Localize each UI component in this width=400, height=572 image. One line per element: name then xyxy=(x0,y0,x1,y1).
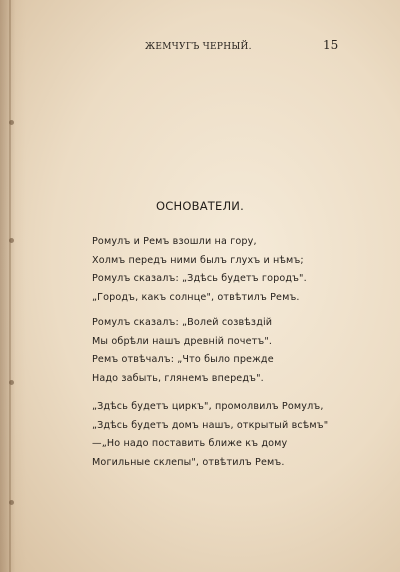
verse-line: Надо забыть, глянемъ впередъ". xyxy=(92,372,264,384)
verse-line: Ромулъ сказалъ: „Волей созвѣздій xyxy=(92,317,273,328)
verse-line: Могильные склепы", отвѣтилъ Ремъ. xyxy=(92,456,285,468)
verse-line: Ремъ отвѣчалъ: „Что было прежде xyxy=(92,354,274,365)
verse-line: „Городъ, какъ солнце", отвѣтилъ Ремъ. xyxy=(92,291,300,303)
verse-line: Ромулъ и Ремъ взошли на гору, xyxy=(92,236,257,247)
verse-line: Ромулъ сказалъ: „Здѣсь будетъ городъ". xyxy=(92,273,307,284)
poem-title: ОСНОВАТЕЛИ. xyxy=(156,199,244,213)
stitch-hole xyxy=(9,500,14,505)
running-head: ЖЕМЧУГЪ ЧЕРНЫЙ. xyxy=(145,42,252,52)
stitch-hole xyxy=(9,380,14,385)
binding-shadow xyxy=(0,0,26,572)
stanza xyxy=(92,314,274,388)
stitch-hole xyxy=(9,238,14,243)
page-number: 15 xyxy=(323,38,339,52)
stanza xyxy=(92,233,307,307)
verse-line: Мы обрѣли нашъ древній почетъ". xyxy=(92,335,273,347)
verse-line: —„Но надо поставить ближе къ дому xyxy=(92,438,288,449)
verse-line: Холмъ передъ ними былъ глухъ и нѣмъ; xyxy=(92,254,304,266)
binding-edge xyxy=(9,0,11,572)
stanza xyxy=(92,398,328,472)
verse-line: „Здѣсь будетъ домъ нашъ, открытый всѣмъ" xyxy=(92,419,329,431)
verse-line: „Здѣсь будетъ циркъ", промолвилъ Ромулъ, xyxy=(92,401,324,412)
stitch-hole xyxy=(9,120,14,125)
